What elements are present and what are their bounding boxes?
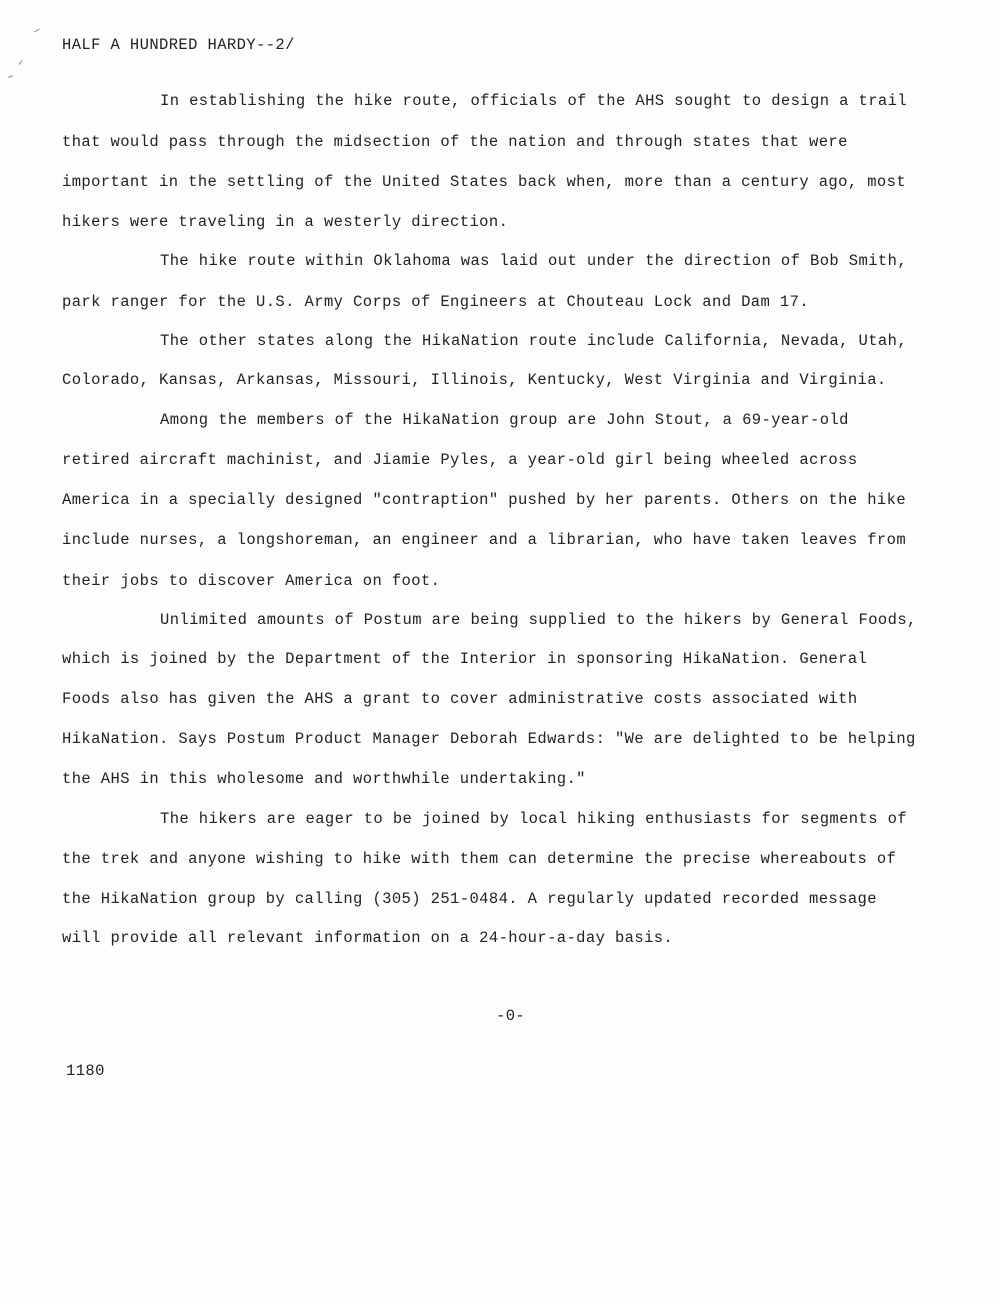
margin-mark xyxy=(34,29,40,33)
paragraph-line: Unlimited amounts of Postum are being supplied to the hikers by General Foods, xyxy=(160,611,917,629)
paragraph-line: will provide all relevant information on a 24-hour-a-day basis. xyxy=(62,929,674,947)
paragraph-line: which is joined by the Department of the Interior in sponsoring HikaNation. General xyxy=(62,650,868,668)
paragraph-line: retired aircraft machinist, and Jiamie Pyles, a year-old girl being wheeled across xyxy=(62,451,858,469)
paragraph-line: The hikers are eager to be joined by local hiking enthusiasts for segments of xyxy=(160,810,908,828)
paragraph-line: Colorado, Kansas, Arkansas, Missouri, Illinois, Kentucky, West Virginia and Virginia. xyxy=(62,371,887,389)
page-header: HALF A HUNDRED HARDY--2/ xyxy=(62,36,295,54)
paragraph-line: HikaNation. Says Postum Product Manager Deborah Edwards: "We are delighted to be helping xyxy=(62,730,916,748)
end-mark: -0- xyxy=(496,1007,526,1025)
paragraph-line: the trek and anyone wishing to hike with them can determine the precise whereabouts of xyxy=(62,850,897,868)
paragraph-line: the AHS in this wholesome and worthwhile undertaking." xyxy=(62,770,586,788)
paragraph-line: that would pass through the midsection of the nation and through states that were xyxy=(62,133,848,151)
paragraph-line: The hike route within Oklahoma was laid out under the direction of Bob Smith, xyxy=(160,252,908,270)
paragraph-line: important in the settling of the United States back when, more than a century ago, most xyxy=(62,173,907,191)
paragraph-line: Among the members of the HikaNation group are John Stout, a 69-year-old xyxy=(160,411,849,429)
paragraph-line: The other states along the HikaNation route include California, Nevada, Utah, xyxy=(160,332,908,350)
paragraph-line: hikers were traveling in a westerly direction. xyxy=(62,213,509,231)
paragraph-line: include nurses, a longshoreman, an engineer and a librarian, who have taken leaves from xyxy=(62,531,907,549)
margin-mark xyxy=(19,60,23,65)
margin-mark xyxy=(8,75,13,78)
paragraph-line: America in a specially designed "contraption" pushed by her parents. Others on the hike xyxy=(62,491,907,509)
page-code: 1180 xyxy=(66,1062,105,1080)
paragraph-line: park ranger for the U.S. Army Corps of Engineers at Chouteau Lock and Dam 17. xyxy=(62,293,810,311)
paragraph-line: the HikaNation group by calling (305) 251-0484. A regularly updated recorded message xyxy=(62,890,877,908)
paragraph-line: their jobs to discover America on foot. xyxy=(62,572,441,590)
paragraph-line: In establishing the hike route, officials of the AHS sought to design a trail xyxy=(160,92,908,110)
paragraph-line: Foods also has given the AHS a grant to cover administrative costs associated with xyxy=(62,690,858,708)
